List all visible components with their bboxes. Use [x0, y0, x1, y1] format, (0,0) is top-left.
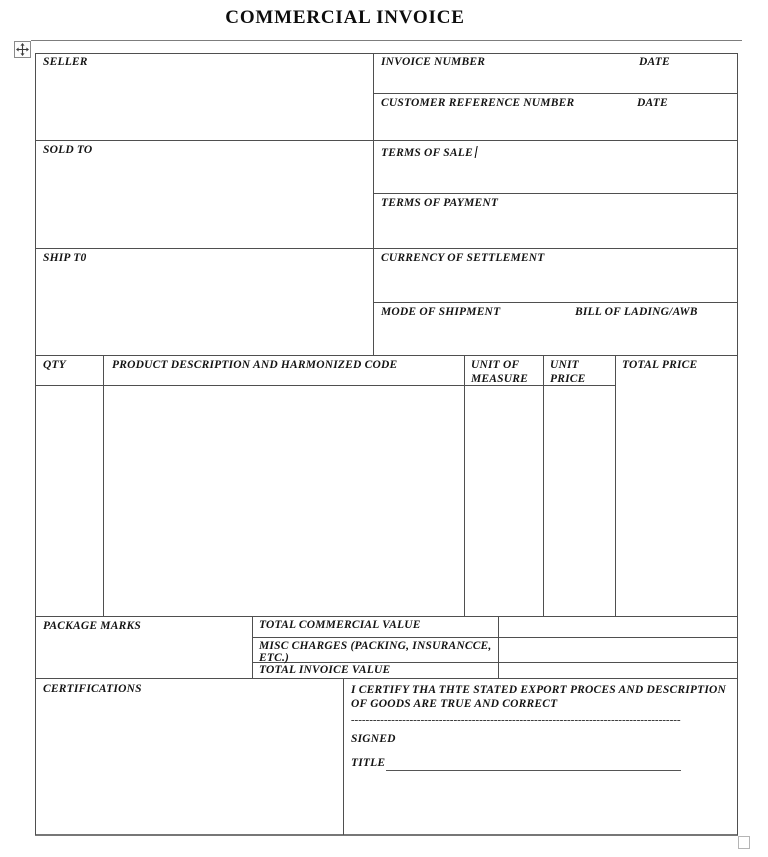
- terms-of-sale-text: TERMS OF SALE: [381, 147, 473, 159]
- unit-price-header-label: UNIT PRICE: [550, 359, 586, 385]
- terms-of-sale-label: [381, 144, 477, 161]
- table-resize-handle[interactable]: [738, 836, 750, 849]
- total-commercial-value-input-cell[interactable]: [499, 617, 737, 637]
- sold-to-label: SOLD TO: [43, 144, 93, 156]
- signature-title-label: TITLE: [351, 757, 386, 769]
- invoice-date-label: DATE: [639, 56, 670, 68]
- unit-of-measure-header-label: UNIT OF MEASURE: [471, 359, 529, 385]
- table-border-right: [737, 53, 738, 835]
- total-invoice-value-label: TOTAL INVOICE VALUE: [259, 664, 391, 676]
- misc-charges-label: MISC CHARGES (PACKING, INSURANCCE, ETC.): [259, 640, 492, 664]
- certifications-label: CERTIFICATIONS: [43, 683, 142, 695]
- mode-of-shipment-label: MODE OF SHIPMENT: [381, 306, 501, 318]
- qty-column-cell[interactable]: [36, 386, 103, 616]
- qty-header-label: QTY: [43, 359, 66, 371]
- certifications-cell[interactable]: [36, 679, 343, 834]
- unit-price-column-cell[interactable]: [544, 386, 615, 616]
- ship-to-label: SHIP T0: [43, 252, 87, 264]
- table-move-handle[interactable]: [14, 41, 31, 58]
- seller-label: SELLER: [43, 56, 88, 68]
- bill-of-lading-label: BILL OF LADING/AWB: [575, 306, 698, 318]
- terms-of-payment-label: TERMS OF PAYMENT: [381, 197, 499, 209]
- description-header-label: PRODUCT DESCRIPTION AND HARMONIZED CODE: [112, 359, 398, 371]
- total-price-header-label: TOTAL PRICE: [622, 359, 698, 371]
- misc-charges-input-cell[interactable]: [499, 638, 737, 662]
- signature-dash-line: ------------------------------------------------------------------------------------------: [351, 714, 681, 726]
- signed-label: SIGNED: [351, 733, 396, 745]
- customer-reference-label: CUSTOMER REFERENCE NUMBER: [381, 97, 575, 109]
- table-border-bottom: [35, 834, 738, 836]
- currency-of-settlement-label: CURRENCY OF SETTLEMENT: [381, 252, 545, 264]
- page-title: COMMERCIAL INVOICE: [225, 7, 465, 28]
- total-price-column-cell[interactable]: [616, 356, 737, 616]
- table-top-guide-line: [31, 40, 742, 41]
- move-arrows-icon: [16, 43, 29, 56]
- ship-to-cell[interactable]: [36, 249, 373, 355]
- table-gridline: [252, 616, 253, 678]
- total-commercial-value-label: TOTAL COMMERCIAL VALUE: [259, 619, 421, 631]
- unit-of-measure-column-cell[interactable]: [465, 386, 543, 616]
- total-invoice-value-input-cell[interactable]: [499, 663, 737, 678]
- certify-statement-text: I CERTIFY THA THTE STATED EXPORT PROCES AND DESCRIPTION OF GOODS ARE TRUE AND CORRECT: [351, 684, 727, 710]
- invoice-number-label: INVOICE NUMBER: [381, 56, 486, 68]
- title-signature-line: [386, 770, 681, 771]
- customer-reference-date-label: DATE: [637, 97, 668, 109]
- description-column-cell[interactable]: [104, 386, 464, 616]
- package-marks-label: PACKAGE MARKS: [43, 620, 141, 632]
